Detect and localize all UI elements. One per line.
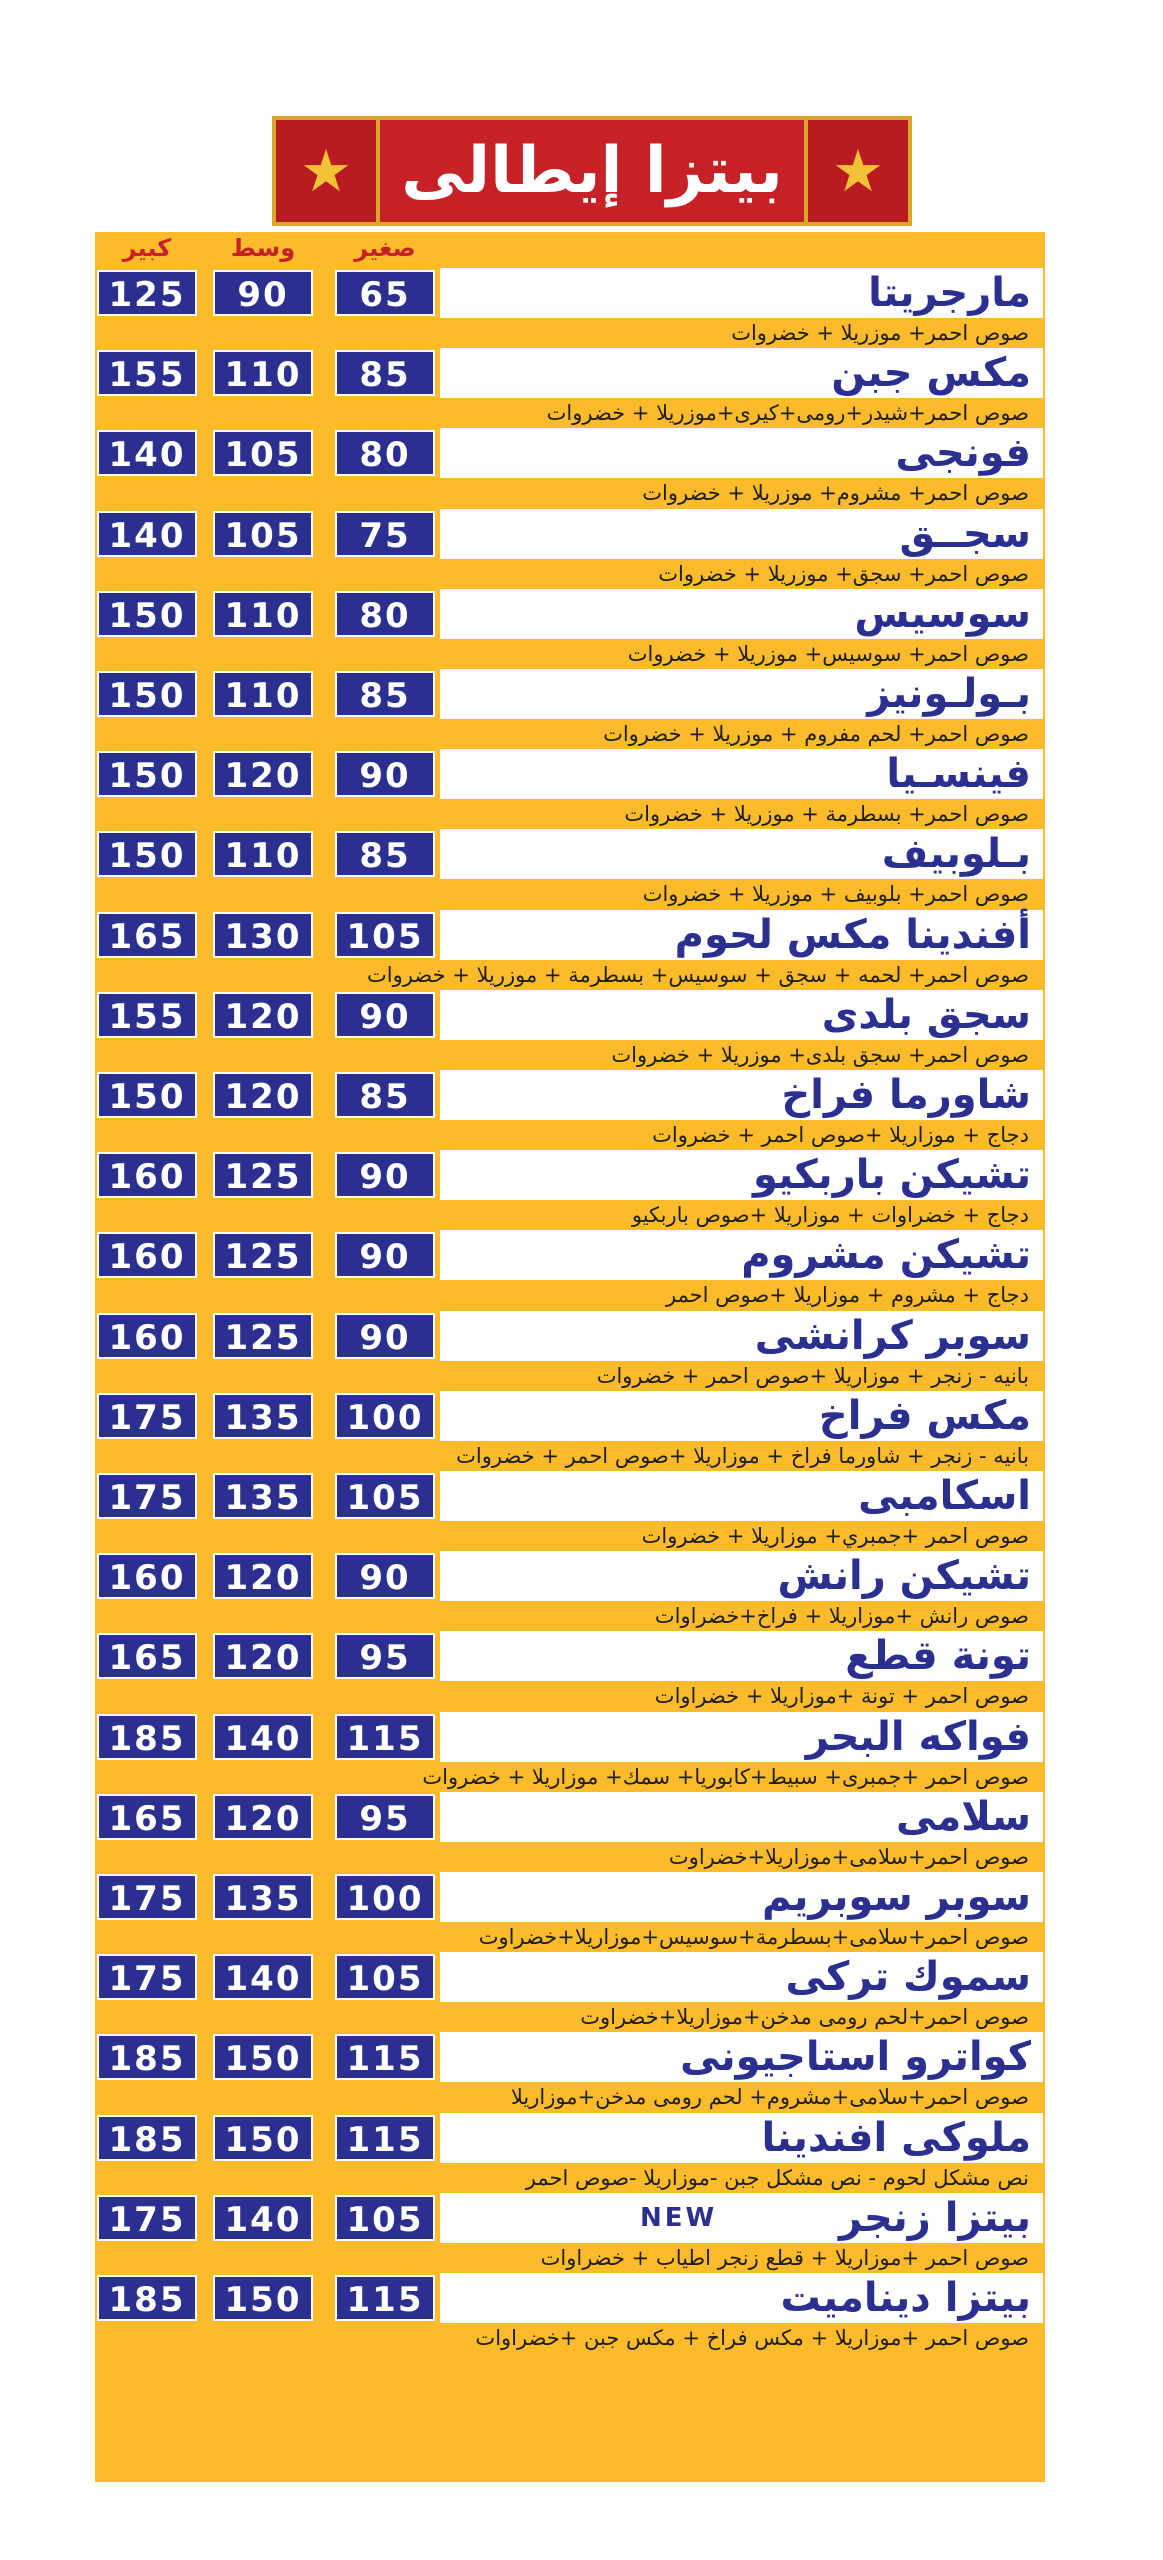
price-medium: 120 — [213, 1553, 313, 1599]
item-description: صوص احمر +جمبرى+ سبيط+كابوريا+ سمك+ موزاريلا + خضروات — [422, 1764, 1029, 1789]
item-name-bar — [440, 829, 1043, 879]
menu-item-row — [95, 509, 1045, 589]
price-small: 105 — [335, 1473, 435, 1519]
menu-item-row — [95, 910, 1045, 990]
item-name-bar — [440, 1070, 1043, 1120]
price-large: 160 — [97, 1232, 197, 1278]
price-medium: 130 — [213, 912, 313, 958]
item-description: بانيه - زنجر + شاورما فراخ + موزاريلا +صوص احمر + خضروات — [456, 1443, 1029, 1468]
menu-item-row — [95, 1230, 1045, 1310]
menu-item-row — [95, 1070, 1045, 1150]
price-medium: 135 — [213, 1393, 313, 1439]
item-name: فونجى — [895, 430, 1031, 477]
menu-item-row — [95, 2113, 1045, 2193]
item-name-bar — [440, 1792, 1043, 1842]
price-small: 75 — [335, 511, 435, 557]
price-large: 160 — [97, 1152, 197, 1198]
item-name: سوبر سوبريم — [762, 1874, 1031, 1920]
menu-item-row — [95, 669, 1045, 749]
price-small: 95 — [335, 1633, 435, 1679]
price-small: 90 — [335, 1313, 435, 1359]
menu-item-row — [95, 2273, 1045, 2353]
price-medium: 125 — [213, 1232, 313, 1278]
price-small: 105 — [335, 1954, 435, 2000]
item-name: سوبر كرانشى — [754, 1312, 1031, 1359]
item-description: صوص احمر+ بسطرمة + موزريلا + خضروات — [624, 802, 1029, 827]
item-description: بانيه - زنجر + موزاريلا +صوص احمر + خضروات — [596, 1363, 1029, 1388]
price-small: 85 — [335, 831, 435, 877]
item-name: مكس جبن — [831, 350, 1031, 397]
price-medium: 120 — [213, 1794, 313, 1840]
price-medium: 125 — [213, 1313, 313, 1359]
menu-item-row — [95, 589, 1045, 669]
item-description: صوص رانش +موزاريلا + فراخ+خضراوات — [654, 1604, 1029, 1629]
price-small: 100 — [335, 1393, 435, 1439]
menu-item-row — [95, 348, 1045, 428]
star-icon: ★ — [300, 137, 352, 205]
item-name-bar — [440, 2273, 1043, 2323]
price-small: 90 — [335, 751, 435, 797]
item-name-bar — [440, 1471, 1043, 1521]
price-large: 140 — [97, 511, 197, 557]
star-icon: ★ — [832, 137, 884, 205]
price-small: 115 — [335, 2115, 435, 2161]
menu-item-row — [95, 1471, 1045, 1551]
price-large: 150 — [97, 751, 197, 797]
menu-item-row — [95, 1311, 1045, 1391]
item-description: صوص احمر +موزاريلا + مكس فراخ + مكس جبن +خضراوات — [475, 2326, 1029, 2350]
price-large: 175 — [97, 1874, 197, 1920]
item-name: أفندينا مكس لحوم — [674, 911, 1031, 958]
price-medium: 110 — [213, 350, 313, 396]
item-name: بـلوبيف — [881, 831, 1031, 878]
price-small: 115 — [335, 2034, 435, 2080]
price-large: 165 — [97, 912, 197, 958]
price-large: 165 — [97, 1633, 197, 1679]
item-name-bar — [440, 1391, 1043, 1441]
item-name-bar — [440, 1311, 1043, 1361]
price-medium: 120 — [213, 1633, 313, 1679]
item-description: صوص احمر +جمبري+ موزاريلا + خضروات — [641, 1524, 1029, 1548]
item-name-bar — [440, 428, 1043, 478]
item-name: بـولـونيز — [867, 671, 1031, 717]
menu-item-row — [95, 1631, 1045, 1711]
price-large: 185 — [97, 1714, 197, 1760]
item-name: بيتزا ديناميت — [780, 2275, 1031, 2321]
price-medium: 140 — [213, 1954, 313, 2000]
item-name-bar — [440, 509, 1043, 559]
item-description: صوص احمر+ سجق+ موزريلا + خضروات — [658, 561, 1029, 586]
item-name: سلامى — [896, 1793, 1031, 1840]
price-medium: 135 — [213, 1874, 313, 1920]
price-small: 115 — [335, 2275, 435, 2321]
price-small: 85 — [335, 1072, 435, 1118]
price-medium: 110 — [213, 591, 313, 637]
menu-item-row — [95, 1792, 1045, 1872]
item-description: نص مشكل لحوم - نص مشكل جبن -موزاريلا -صوص احمر — [525, 2165, 1029, 2190]
price-large: 150 — [97, 1072, 197, 1118]
price-small: 115 — [335, 1714, 435, 1760]
item-description: صوص احمر+ لحمه + سجق + سوسيس+ بسطرمة + موزريلا + خضروات — [367, 962, 1029, 987]
price-large: 175 — [97, 1473, 197, 1519]
price-small: 90 — [335, 1232, 435, 1278]
item-name-bar — [440, 2193, 1043, 2243]
item-name: بيتزا زنجر — [839, 2194, 1031, 2241]
item-name-bar — [440, 1872, 1043, 1922]
item-name-bar — [440, 2032, 1043, 2082]
menu-title: بيتزا إيطالى — [401, 134, 783, 208]
price-medium: 110 — [213, 831, 313, 877]
price-large: 185 — [97, 2115, 197, 2161]
price-large: 185 — [97, 2275, 197, 2321]
price-medium: 140 — [213, 2195, 313, 2241]
price-small: 100 — [335, 1874, 435, 1920]
price-large: 175 — [97, 2195, 197, 2241]
price-large: 160 — [97, 1313, 197, 1359]
item-name: تشيكن مشروم — [741, 1232, 1031, 1279]
price-large: 125 — [97, 270, 197, 316]
menu-item-row — [95, 2032, 1045, 2112]
price-large: 140 — [97, 430, 197, 476]
size-header-large: كبير — [122, 234, 172, 262]
item-description: صوص احمر+ بلوبيف + موزريلا + خضروات — [642, 882, 1029, 907]
price-medium: 150 — [213, 2275, 313, 2321]
item-name-bar — [440, 910, 1043, 960]
item-description: دجاج + موزاريلا +صوص احمر + خضروات — [652, 1123, 1029, 1147]
price-large: 175 — [97, 1954, 197, 2000]
price-medium: 120 — [213, 1072, 313, 1118]
menu-item-row — [95, 1952, 1045, 2032]
item-name: سموك تركى — [785, 1954, 1031, 2001]
item-description: صوص احمر+سلامى+بسطرمة+سوسيس+موزاريلا+خضراوت — [478, 1925, 1029, 1949]
item-name-bar — [440, 1631, 1043, 1681]
item-name-bar — [440, 268, 1043, 318]
item-name: تونة قطع — [845, 1633, 1031, 1680]
item-name-bar — [440, 589, 1043, 639]
item-name-bar — [440, 749, 1043, 799]
price-large: 155 — [97, 350, 197, 396]
price-small: 65 — [335, 270, 435, 316]
price-large: 165 — [97, 1794, 197, 1840]
menu-panel — [95, 232, 1045, 2482]
size-headers — [95, 232, 1045, 268]
menu-item-row — [95, 1712, 1045, 1792]
item-name: تشيكن باربكيو — [753, 1152, 1031, 1199]
price-small: 80 — [335, 430, 435, 476]
item-name-bar — [440, 990, 1043, 1040]
price-large: 150 — [97, 591, 197, 637]
new-badge: NEW — [640, 2202, 718, 2233]
menu-item-row — [95, 268, 1045, 348]
item-name: تشيكن رانش — [777, 1553, 1031, 1600]
item-name-bar — [440, 1230, 1043, 1280]
item-description: صوص احمر+ موزريلا + خضروات — [731, 321, 1029, 345]
menu-item-row — [95, 1391, 1045, 1471]
item-name: مارجريتا — [868, 270, 1031, 316]
item-description: صوص احمر +موزاريلا + قطع زنجر اطياب + خضراوات — [540, 2245, 1029, 2270]
item-name: ملوكى افندينا — [761, 2114, 1031, 2161]
price-medium: 105 — [213, 511, 313, 557]
price-medium: 110 — [213, 671, 313, 717]
item-name-bar — [440, 348, 1043, 398]
menu-item-row — [95, 1551, 1045, 1631]
item-description: دجاج + خضراوات + موزاريلا +صوص باربكيو — [631, 1203, 1029, 1228]
item-name: سجــق — [899, 510, 1031, 557]
menu-item-row — [95, 1150, 1045, 1230]
price-small: 85 — [335, 350, 435, 396]
item-name-bar — [440, 1712, 1043, 1762]
price-small: 105 — [335, 2195, 435, 2241]
price-small: 90 — [335, 1553, 435, 1599]
price-large: 160 — [97, 1553, 197, 1599]
price-small: 105 — [335, 912, 435, 958]
item-name: مكس فراخ — [818, 1392, 1031, 1439]
item-name-bar — [440, 1150, 1043, 1200]
price-large: 150 — [97, 671, 197, 717]
item-description: صوص احمر+سلامى+موزاريلا+خضراوت — [668, 1844, 1029, 1869]
item-name: فينسـيا — [886, 751, 1031, 798]
item-description: صوص احمر+ سوسيس+ موزريلا + خضروات — [627, 641, 1029, 666]
size-header-medium: وسط — [230, 234, 296, 262]
menu-item-row — [95, 749, 1045, 829]
size-header-small: صغير — [354, 234, 416, 262]
star-left-box — [276, 120, 380, 222]
item-name: سجق بلدى — [821, 991, 1031, 1038]
item-name-bar — [440, 1952, 1043, 2002]
header-banner — [272, 116, 912, 226]
menu-item-row — [95, 829, 1045, 909]
item-name: سوسيس — [854, 590, 1031, 637]
price-medium: 120 — [213, 992, 313, 1038]
item-name: كواترو استاجيونى — [680, 2034, 1031, 2081]
price-large: 155 — [97, 992, 197, 1038]
item-name: فواكه البحر — [805, 1713, 1031, 1760]
item-description: صوص احمر+سلامى+مشروم+ لحم رومى مدخن+موزاريلا — [510, 2085, 1029, 2110]
price-small: 90 — [335, 1152, 435, 1198]
price-small: 80 — [335, 591, 435, 637]
price-small: 85 — [335, 671, 435, 717]
price-small: 95 — [335, 1794, 435, 1840]
menu-item-row — [95, 2193, 1045, 2273]
price-large: 150 — [97, 831, 197, 877]
item-description: صوص احمر+ مشروم+ موزريلا + خضروات — [642, 481, 1029, 506]
item-description: صوص احمر+ لحم مفروم + موزريلا + خضروات — [603, 722, 1029, 746]
star-right-box — [804, 120, 908, 222]
price-small: 90 — [335, 992, 435, 1038]
price-medium: 135 — [213, 1473, 313, 1519]
price-medium: 150 — [213, 2034, 313, 2080]
item-description: صوص احمر+شيدر+رومى+كيرى+موزريلا + خضروات — [546, 401, 1029, 426]
price-medium: 125 — [213, 1152, 313, 1198]
item-description: صوص احمر+لحم رومى مدخن+موزاريلا+خضراوت — [580, 2005, 1029, 2030]
item-name: اسكامبى — [858, 1473, 1031, 1519]
price-medium: 120 — [213, 751, 313, 797]
item-name-bar — [440, 1551, 1043, 1601]
menu-item-row — [95, 428, 1045, 508]
item-description: صوص احمر + تونة +موزاريلا + خضراوات — [654, 1684, 1029, 1709]
price-medium: 105 — [213, 430, 313, 476]
item-description: صوص احمر+ سجق بلدى+ موزريلا + خضروات — [611, 1042, 1029, 1067]
price-medium: 140 — [213, 1714, 313, 1760]
price-medium: 150 — [213, 2115, 313, 2161]
item-name-bar — [440, 669, 1043, 719]
price-large: 175 — [97, 1393, 197, 1439]
menu-item-row — [95, 1872, 1045, 1952]
item-name-bar — [440, 2113, 1043, 2163]
menu-item-row — [95, 990, 1045, 1070]
price-medium: 90 — [213, 270, 313, 316]
price-large: 185 — [97, 2034, 197, 2080]
item-name: شاورما فراخ — [781, 1072, 1031, 1118]
item-description: دجاج + مشروم + موزاريلا +صوص احمر — [665, 1283, 1029, 1308]
